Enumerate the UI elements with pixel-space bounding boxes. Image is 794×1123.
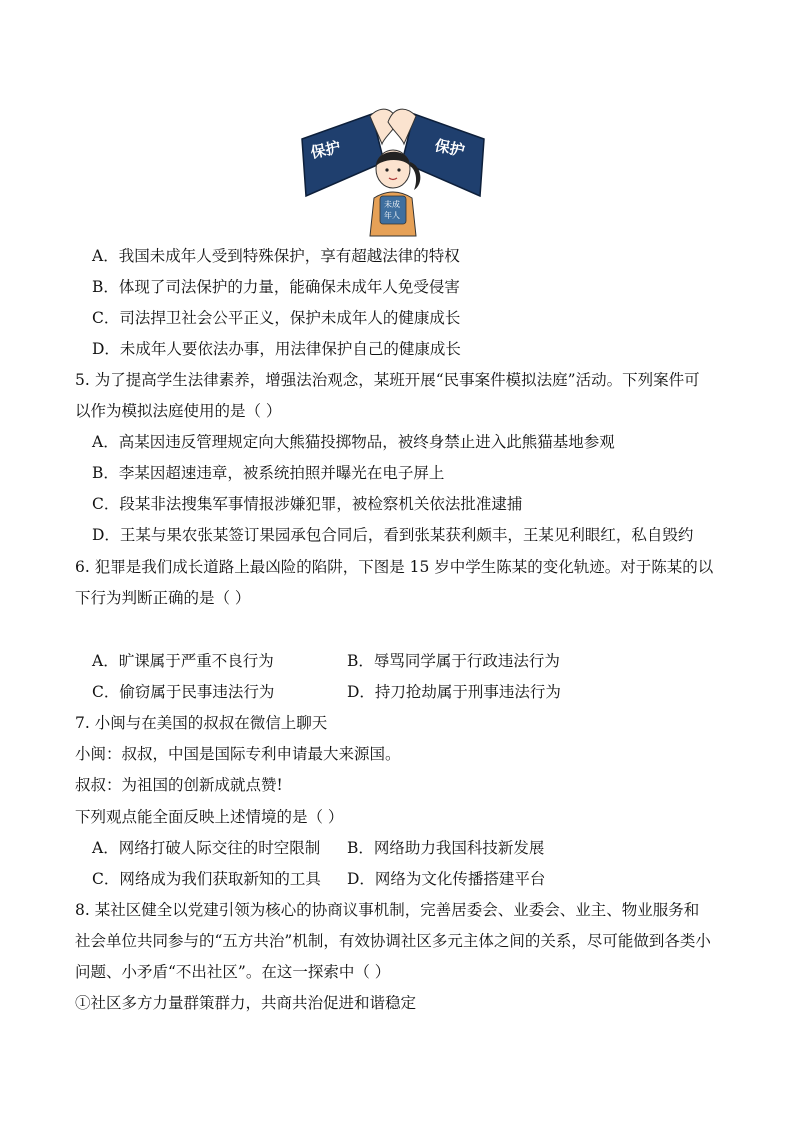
q5-option-b: B．李某因超速违章，被系统拍照并曝光在电子屏上 (92, 464, 445, 482)
q5-option-d: D．王某与果农张某签订果园承包合同后，看到张某获利颇丰，王某见利眼红，私自毁约 (92, 526, 694, 544)
left-sleeve-label: 保护 (309, 138, 343, 162)
q8-item-1: ①社区多方力量群策群力，共商共治促进和谐稳定 (75, 994, 417, 1012)
right-sleeve-label: 保护 (433, 136, 467, 161)
q6-option-b: B．辱骂同学属于行政违法行为 (347, 652, 560, 670)
q7-dialog-line2: 叔叔：为祖国的创新成就点赞! (75, 776, 283, 794)
q7-option-c: C．网络成为我们获取新知的工具 (92, 870, 321, 888)
child-label-line1: 未成 (384, 200, 400, 209)
q4-option-a: A．我国未成年人受到特殊保护，享有超越法律的特权 (92, 247, 460, 265)
q7-option-d: D．网络为文化传播搭建平台 (347, 870, 546, 888)
q6-option-a: A．旷课属于严重不良行为 (92, 652, 274, 670)
q5-option-a: A．高某因违反管理规定向大熊猫投掷物品，被终身禁止进入此熊猫基地参观 (92, 433, 615, 451)
q8-stem-line3: 问题、小矛盾“不出社区”。在这一探索中（ ） (75, 963, 391, 981)
q7-option-b: B．网络助力我国科技新发展 (347, 839, 545, 857)
q8-stem-line1: 8. 某社区健全以党建引领为核心的协商议事机制，完善居委会、业委会、业主、物业服务和 (75, 901, 700, 919)
q7-dialog-line1: 小闽：叔叔，中国是国际专利申请最大来源国。 (75, 745, 401, 763)
q6-stem-line2: 下行为判断正确的是（ ） (75, 589, 251, 607)
q4-option-c: C．司法捍卫社会公平正义，保护未成年人的健康成长 (92, 309, 461, 327)
child-label-line2: 年人 (384, 211, 400, 220)
q6-option-c: C．偷窃属于民事违法行为 (92, 683, 275, 701)
q5-stem-line2: 以作为模拟法庭使用的是（ ） (75, 402, 282, 420)
q4-option-d: D．未成年人要依法办事，用法律保护自己的健康成长 (92, 340, 461, 358)
q7-option-a: A．网络打破人际交往的时空限制 (92, 839, 321, 857)
q7-question: 下列观点能全面反映上述情境的是（ ） (75, 808, 344, 826)
protection-illustration (300, 104, 486, 244)
q5-stem-line1: 5. 为了提高学生法律素养，增强法治观念，某班开展“民事案件模拟法庭”活动。下列案件可 (75, 371, 700, 389)
q6-option-d: D．持刀抢劫属于刑事违法行为 (347, 683, 561, 701)
q6-stem-line1: 6. 犯罪是我们成长道路上最凶险的陷阱，下图是 15 岁中学生陈某的变化轨迹。对于陈某的以 (75, 558, 714, 576)
q7-stem: 7. 小闽与在美国的叔叔在微信上聊天 (75, 714, 328, 732)
q5-option-c: C．段某非法搜集军事情报涉嫌犯罪，被检察机关依法批准逮捕 (92, 495, 523, 513)
q8-stem-line2: 社会单位共同参与的“五方共治”机制，有效协调社区多元主体之间的关系，尽可能做到各类小 (75, 932, 711, 950)
q4-option-b: B．体现了司法保护的力量，能确保未成年人免受侵害 (92, 278, 460, 296)
